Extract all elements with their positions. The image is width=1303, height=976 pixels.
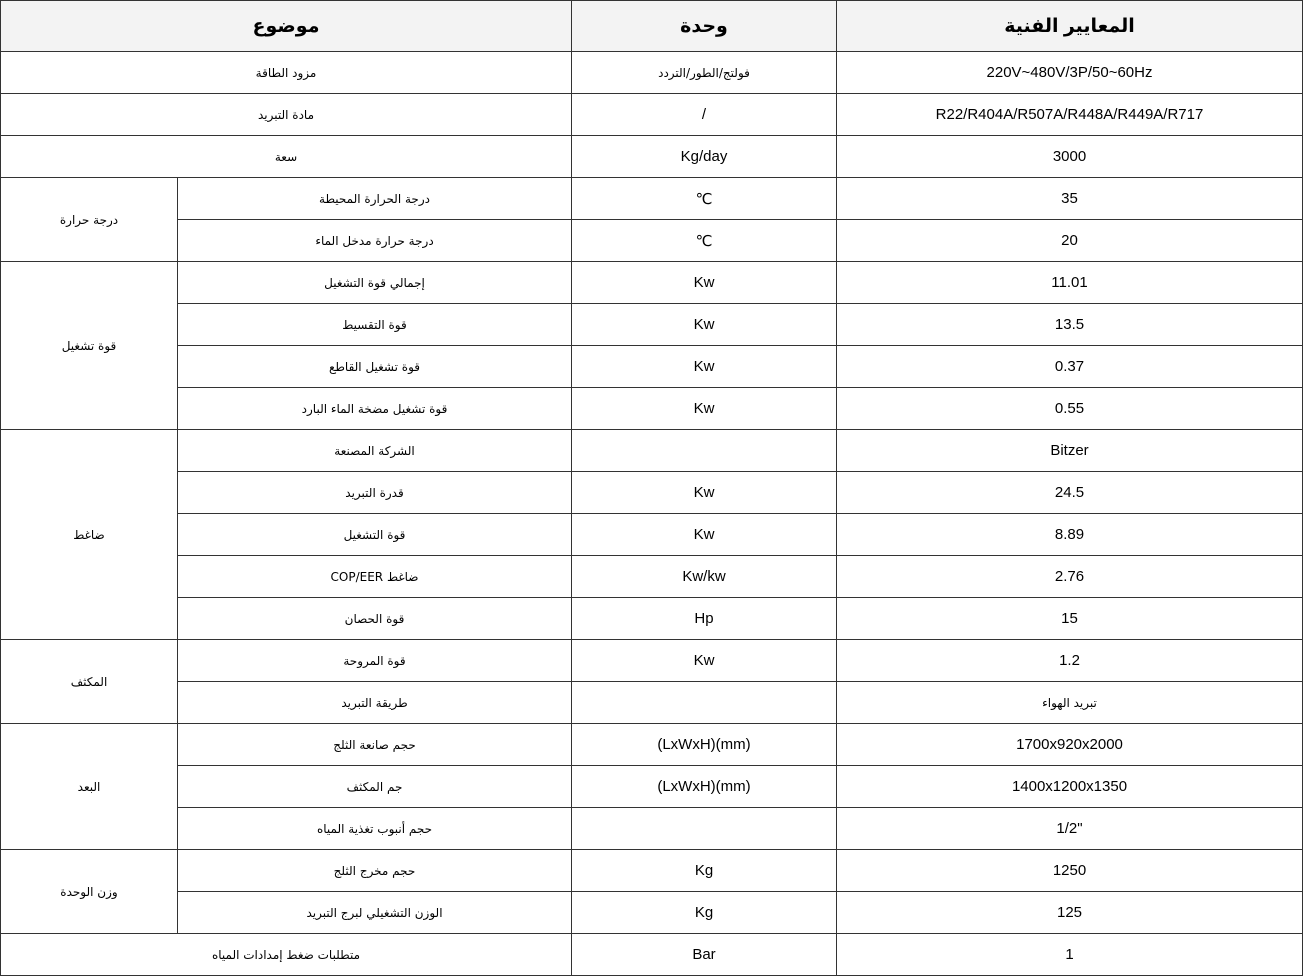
row-unit [572,808,837,850]
table-row [1,934,1303,976]
table-row [1,598,1303,640]
row-value: 8.89 [837,514,1303,556]
row-value: 1250 [837,850,1303,892]
row-unit: Kw [572,388,837,430]
table-header-row [1,1,1303,52]
table-row [1,262,1303,304]
row-unit: Kg/day [572,136,837,178]
row-value: 13.5 [837,304,1303,346]
row-unit: فولتج/الطور/التردد [572,52,837,94]
row-label: جم المكثف [178,766,572,808]
row-value: 15 [837,598,1303,640]
row-value: Bitzer [837,430,1303,472]
row-label: قوة تشغيل القاطع [178,346,572,388]
table-row [1,640,1303,682]
row-label: الوزن التشغيلي لبرج التبريد [178,892,572,934]
row-unit: Kw [572,472,837,514]
group-label-dimensions: البعد [1,724,178,850]
table-row [1,304,1303,346]
row-unit: Kw [572,640,837,682]
table-row [1,850,1303,892]
row-label: درجة الحرارة المحيطة [178,178,572,220]
row-unit: Kw [572,262,837,304]
table-row [1,346,1303,388]
row-unit: Kw [572,346,837,388]
row-label: الشركة المصنعة [178,430,572,472]
row-unit: Hp [572,598,837,640]
row-value: 1/2" [837,808,1303,850]
row-label: مادة التبريد [1,94,572,136]
table-row [1,514,1303,556]
row-value: 1400x1200x1350 [837,766,1303,808]
group-label-temperature: درجة حرارة [1,178,178,262]
group-label-running-power: قوة تشغيل [1,262,178,430]
row-unit: Kg [572,892,837,934]
row-label: COP/EER ضاغط [178,556,572,598]
row-label: حجم مخرج الثلج [178,850,572,892]
row-label: طريقة التبريد [178,682,572,724]
table-row [1,94,1303,136]
row-unit: (LxWxH)(mm) [572,724,837,766]
row-unit: Kw [572,514,837,556]
header-topic: موضوع [1,1,572,52]
row-label: حجم أنبوب تغذية المياه [178,808,572,850]
table-row [1,472,1303,514]
table-row [1,724,1303,766]
row-unit [572,430,837,472]
row-value: 0.55 [837,388,1303,430]
row-label: مزود الطاقة [1,52,572,94]
row-label: حجم صانعة الثلج [178,724,572,766]
row-label: قوة المروحة [178,640,572,682]
row-value: 1700x920x2000 [837,724,1303,766]
row-unit: Kg [572,850,837,892]
table-row [1,52,1303,94]
row-value: 0.37 [837,346,1303,388]
table-row [1,682,1303,724]
row-value: 3000 [837,136,1303,178]
row-label: درجة حرارة مدخل الماء [178,220,572,262]
table-row [1,388,1303,430]
row-unit [572,682,837,724]
table-row [1,556,1303,598]
table-row [1,178,1303,220]
row-value: 125 [837,892,1303,934]
table-row [1,892,1303,934]
row-label: قدرة التبريد [178,472,572,514]
group-label-compressor: ضاغط [1,430,178,640]
table-row [1,136,1303,178]
header-unit: وحدة [572,1,837,52]
row-value: 11.01 [837,262,1303,304]
row-label: قوة التشغيل [178,514,572,556]
row-unit: Kw [572,304,837,346]
header-spec: المعايير الفنية [837,1,1303,52]
row-value: 24.5 [837,472,1303,514]
row-unit: / [572,94,837,136]
row-unit: ℃ [572,178,837,220]
row-value: 220V~480V/3P/50~60Hz [837,52,1303,94]
table-row [1,220,1303,262]
row-label: إجمالي قوة التشغيل [178,262,572,304]
row-label: قوة التقسيط [178,304,572,346]
row-value: تبريد الهواء [837,682,1303,724]
table-row [1,766,1303,808]
row-value: 1 [837,934,1303,976]
table-row [1,430,1303,472]
row-value: 1.2 [837,640,1303,682]
row-unit: ℃ [572,220,837,262]
group-label-unit-weight: وزن الوحدة [1,850,178,934]
row-value: 20 [837,220,1303,262]
row-label: سعة [1,136,572,178]
row-value: 2.76 [837,556,1303,598]
row-label: متطلبات ضغط إمدادات المياه [1,934,572,976]
row-unit: (LxWxH)(mm) [572,766,837,808]
table-row [1,808,1303,850]
row-value: R22/R404A/R507A/R448A/R449A/R717 [837,94,1303,136]
row-label: قوة الحصان [178,598,572,640]
row-unit: Bar [572,934,837,976]
group-label-condenser: المكثف [1,640,178,724]
row-label: قوة تشغيل مضخة الماء البارد [178,388,572,430]
row-unit: Kw/kw [572,556,837,598]
row-value: 35 [837,178,1303,220]
